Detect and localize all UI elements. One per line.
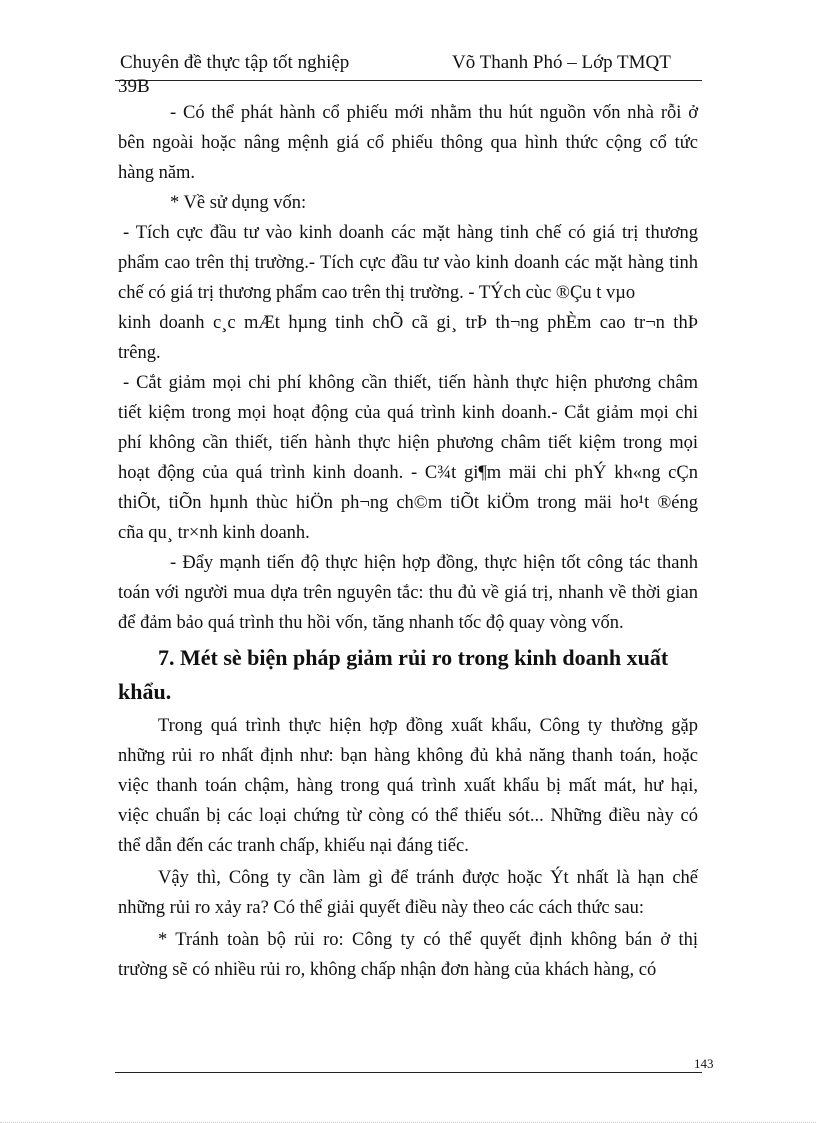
body-line: hoạt động của quá trình kinh doanh. - C¾t gi¶m mäi chi phÝ kh«ng cÇn — [118, 463, 698, 483]
body-line: những rủi ro nhất định như: bạn hàng không đủ khả năng thanh toán, hoặc — [118, 746, 698, 766]
body-line: toán với người mua dựa trên nguyên tắc: thu đủ về giá trị, nhanh về thời gian — [118, 583, 698, 603]
body-line: kinh doanh c¸c mÆt hµng tinh chÕ cã gi¸ trÞ th¬ng phÈm cao tr¬n thÞ — [118, 313, 698, 333]
page-number: 143 — [694, 1056, 714, 1071]
body-line: để đảm bảo quá trình thu hồi vốn, tăng nhanh tốc độ quay vòng vốn. — [118, 613, 624, 633]
section-heading: 7. Mét sè biện pháp giảm rủi ro trong kinh doanh xuất — [158, 645, 669, 670]
body-line: trêng. — [118, 343, 161, 363]
body-line: hàng năm. — [118, 163, 196, 183]
body-line: * Về sử dụng vốn: — [170, 193, 307, 213]
body-line: * Tránh toàn bộ rủi ro: Công ty có thể quyết định không bán ở thị — [158, 930, 698, 950]
header-author: Võ Thanh Phó – Lớp TMQT — [452, 52, 671, 73]
body-line: Vậy thì, Công ty cần làm gì để tránh được hoặc Ýt nhất là hạn chế — [158, 868, 698, 888]
body-line: trường sẽ có nhiều rủi ro, không chấp nhận đơn hàng của khách hàng, có — [118, 960, 657, 980]
body-line: việc chuẩn bị các loại chứng từ còng có thể thiếu sót... Những điều này có — [118, 806, 698, 826]
body-line: bên ngoài hoặc nâng mệnh giá cổ phiếu thông qua hình thức cộng cổ tức — [118, 133, 698, 153]
body-line: chế có giá trị thương phẩm cao trên thị trường. - TÝch cùc ®Çu t vµo — [118, 283, 636, 303]
section-heading-cont: khẩu. — [118, 679, 172, 704]
header-title: Chuyên đề thực tập tốt nghiệp — [120, 52, 350, 73]
footer-rule — [115, 1072, 702, 1073]
body-line: phí không cần thiết, tiến hành thực hiện phương châm tiết kiệm trong mọi — [118, 433, 698, 453]
body-line: phẩm cao trên thị trường.- Tích cực đầu tư vào kinh doanh các mặt hàng tinh — [118, 253, 698, 273]
body-line: - Cắt giảm mọi chi phí không cần thiết, tiến hành thực hiện phương châm — [123, 373, 698, 393]
body-line: thiÕt, tiÕn hµnh thùc hiÖn ph¬ng ch©m tiÕt kiÖm trong mäi ho¹t ®éng — [118, 493, 698, 513]
body-line: - Có thể phát hành cổ phiếu mới nhằm thu hút nguồn vốn nhà rỗi ở — [170, 103, 698, 123]
header-rule — [115, 80, 702, 81]
body-line: - Đẩy mạnh tiến độ thực hiện hợp đồng, thực hiện tốt công tác thanh — [170, 553, 698, 573]
body-line: những rủi ro xảy ra? Có thể giải quyết điều này theo các cách thức sau: — [118, 898, 645, 918]
body-line: cña qu¸ tr×nh kinh doanh. — [118, 523, 310, 543]
body-line: tiết kiệm trong mọi hoạt động của quá trình kinh doanh.- Cắt giảm mọi chi — [118, 403, 698, 423]
body-line: Trong quá trình thực hiện hợp đồng xuất khẩu, Công ty thường gặp — [158, 716, 698, 736]
body-line: - Tích cực đầu tư vào kinh doanh các mặt hàng tinh chế có giá trị thương — [123, 223, 698, 243]
body-line: việc thanh toán chậm, hàng trong quá trình xuất khẩu bị mất mát, hư hại, — [118, 776, 698, 796]
body-line: thể dẫn đến các tranh chấp, khiếu nại đáng tiếc. — [118, 836, 469, 856]
header-class-wrap: 39B — [118, 76, 150, 97]
